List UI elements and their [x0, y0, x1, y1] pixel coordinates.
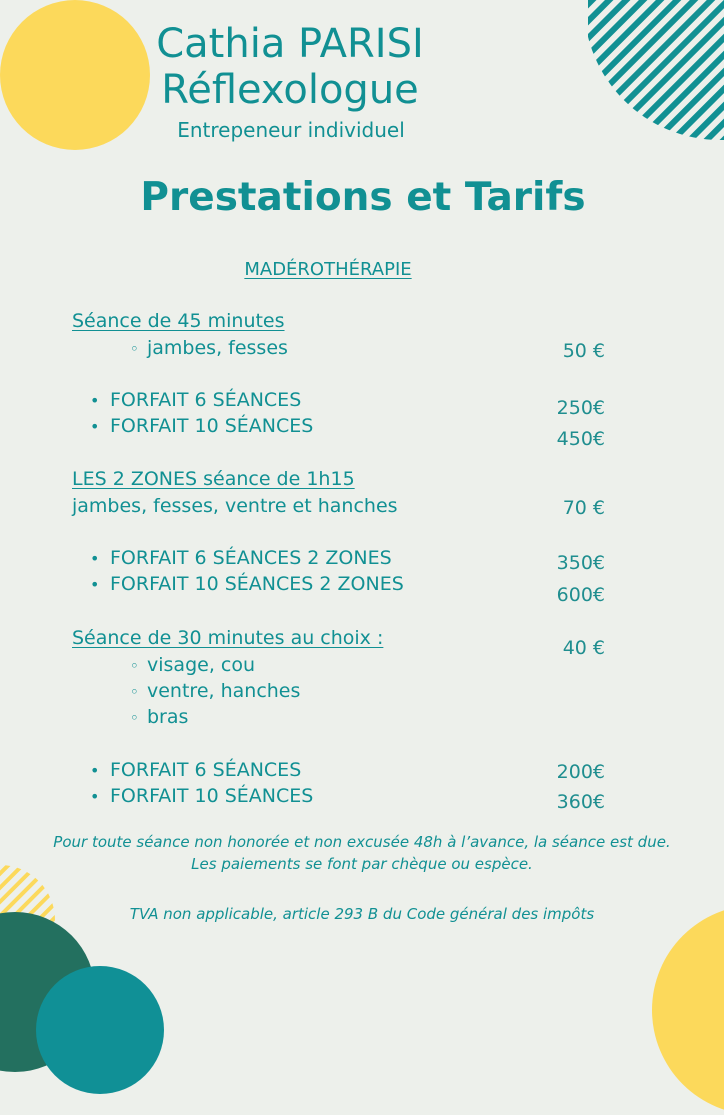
group-1-package-2: • FORFAIT 10 SÉANCES — [90, 417, 313, 436]
yellow-circle-bottom-right — [652, 905, 724, 1115]
group-2-package-2: • FORFAIT 10 SÉANCES 2 ZONES — [90, 575, 404, 594]
section-title: MADÉROTHÉRAPIE — [244, 259, 412, 280]
group-3-package-1: • FORFAIT 6 SÉANCES — [90, 761, 301, 780]
group-1-package-2-price: 450€ — [556, 428, 605, 450]
teal-circle-bottom-left — [36, 966, 164, 1094]
group-2-price: 70 € — [562, 497, 605, 519]
group-2-description: jambes, fesses, ventre et hanches — [72, 495, 398, 517]
group-3-option-2: ◦ ventre, hanches — [130, 682, 300, 701]
group-2-package-1-price: 350€ — [556, 552, 605, 574]
cancellation-note: Pour toute séance non honorée et non excusée 48h à l’avance, la séance est due. — [53, 833, 671, 851]
payment-note: Les paiements se font par chèque ou espèce. — [191, 855, 533, 873]
group-2-package-1: • FORFAIT 6 SÉANCES 2 ZONES — [90, 549, 392, 568]
group-3-price: 40 € — [562, 637, 605, 659]
practitioner-name: Cathia PARISI — [156, 21, 424, 67]
page-title: Prestations et Tarifs — [140, 175, 586, 220]
striped-circle-top-right — [588, 0, 724, 140]
profession: Réflexologue — [161, 67, 419, 113]
group-3-package-2-price: 360€ — [556, 791, 605, 813]
legal-status: Entrepeneur individuel — [177, 118, 405, 142]
group-1-option: ◦ jambes, fesses — [130, 339, 288, 358]
group-3-option-1: ◦ visage, cou — [130, 656, 255, 675]
group-1-package-1: • FORFAIT 6 SÉANCES — [90, 391, 301, 410]
group-3-package-2: • FORFAIT 10 SÉANCES — [90, 787, 313, 806]
group-2-heading: LES 2 ZONES séance de 1h15 — [72, 468, 355, 490]
group-3-package-1-price: 200€ — [556, 761, 605, 783]
group-3-heading: Séance de 30 minutes au choix : — [72, 627, 384, 649]
group-3-option-3: ◦ bras — [130, 708, 188, 727]
vat-note: TVA non applicable, article 293 B du Code général des impôts — [129, 905, 595, 923]
group-2-package-2-price: 600€ — [556, 584, 605, 606]
group-1-heading: Séance de 45 minutes — [72, 310, 285, 332]
group-1-package-1-price: 250€ — [556, 397, 605, 419]
group-1-price: 50 € — [562, 340, 605, 362]
